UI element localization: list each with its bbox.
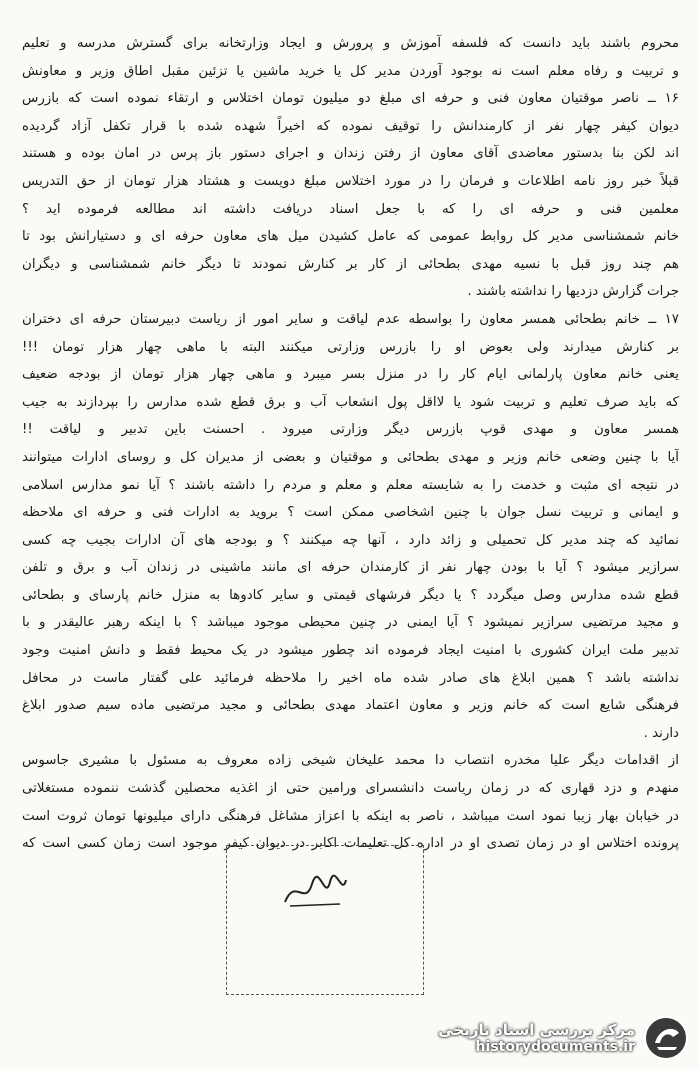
document-line: ۱۶ ــ ناصر موقتیان معاون فنی و حرفه ای مبلغ دو میلیون تومان اختلاس و ارتقاء نموده است که بازرس	[22, 91, 679, 107]
document-body	[22, 30, 679, 858]
document-line: خانم شمشناسی مدیر کل روابط عمومی که عامل کشیدن میل های معاون حرفه ای و دستیارانش بود تا	[22, 229, 679, 245]
document-line: معلمین فنی و حرفه ای را که با جعل اسناد دریافت داشته اند مطالعه فرموده اید ؟	[22, 201, 679, 217]
document-line: قطع شده مدارس وصل میگردد ؟ یا دیگر فرشهای قیمتی و سایر کادوها به منزل خانم پارسای و بطحائی	[22, 587, 679, 603]
handwritten-signature	[280, 872, 350, 912]
document-line: و تربیت و رفاه معلم است نه بوجود آوردن مدیر کل یا خرید ماشین یا تزئین مقبل اطاق وزیر و معاونش	[22, 63, 679, 79]
document-line: تدبیر ملت ایران کشوری با امنیت ایجاد فرموده اند چطور میشود در یک محیط فقط و دانش امنیت وجود	[22, 643, 679, 659]
stamp-box	[226, 845, 424, 995]
document-line: سرازیر میشود ؟ آیا با بودن چهار نفر از کارمندان حرفه ای مانند ماشینی در زندان آب و برق و تلفن	[22, 560, 679, 576]
document-line: بر کنارش میدارند ولی بعوض او را بازرس وزارتی میکنند البته با ماهی چهار هزار تومان !!!	[22, 339, 679, 355]
document-line: فرهنگی شایع است که خانم وزیر و معاون اعتماد مهدی بطحائی و مجید مرتضیی ماده سیم صدور ابلاغ	[22, 698, 679, 714]
document-line: نداشته باشد ؟ همین ابلاغ های صادر شده ماه اخیر را ملاحظه فرمائید علی گفتار ماست در محافل	[22, 670, 679, 686]
document-line: ۱۷ ــ خانم بطحائی همسر معاون را بواسطه عدم لیاقت و سایر امور از ریاست دبیرستان حرفه ای دختران	[22, 311, 679, 327]
document-line: که باید صرف تعلیم و تربیت شود یا لااقل پول انشعاب آب و برق قطع شده مدارس را بپردازند به جیب	[22, 394, 679, 410]
document-line: در خیابان بهار زیبا نمود است میباشد ، ناصر به اینکه با اعزاز مشاغل فرهنگی دارای میلیونها تومان ثروت است	[22, 808, 679, 824]
document-line: همسر معاون و مهدی قوپ بازرس دیگر وزارتی میرود . احسنت باین تدبیر و لیاقت !!	[22, 422, 679, 438]
document-line: پرونده اختلاس او در زمان تصدی او در اداره کل تعلیمات اکابر در دیوان کیفر موجود است زمان کسی است که	[22, 836, 679, 852]
document-line: محروم باشند باید دانست که فلسفه آموزش و پرورش و ایجاد وزارتخانه برای گسترش مدرسه و تعلیم	[22, 36, 679, 51]
document-line: منهدم و دزد قهاری که در زمان ریاست دانشسرای ورامین حتی از اغذیه محصلین گذشت ننموده مستغلاتی	[22, 781, 679, 797]
document-line: از اقدامات دیگر علیا مخدره انتصاب دا محمد علیخان شیخی زاده معروف به مسئول با مشیری جاسوس	[22, 753, 679, 769]
document-line: آیا با چنین وضعی خانم وزیر و مهدی بطحائی و موقتیان و بعضی از مدیران کل و روسای ادارات میتوانند	[22, 449, 679, 465]
watermark-title: مرکز بررسی اسناد تاریخی	[438, 1021, 635, 1039]
document-line: و ایمانی و تربیت نسل جوان با چنین اشخاصی ممکن است ؟ بروید به ادارات فنی و حرفه ای ملاحظه	[22, 505, 679, 521]
document-line: دارند .	[643, 725, 679, 741]
document-line: نمائید که چند مدیر کل تحمیلی و زائد دارد ، آنها چه میکنند ؟ و بودجه های آن ادارات بجیب چه کسی	[22, 532, 679, 548]
watermark	[438, 1015, 689, 1061]
document-line: اند لکن بنا بدستور معاضدی آقای معاون از رفتن زندان و اجرای دستور باز پرس در امان بوده و هستند	[22, 146, 679, 162]
document-line: یعنی خانم معاون پارلمانی ایام کار را در منزل بسر میبرد و ماهی چهار هزار تومان از بودجه ضعیف	[22, 367, 679, 383]
document-line: و مجید مرتضیی سرازیر نمیشود ؟ آیا ایمنی در چنین محیطی موجود میباشد ؟ با اینکه رهبر عالیقدر و با	[22, 615, 679, 631]
archive-logo-icon	[643, 1015, 689, 1061]
watermark-url: historydocuments.ir	[475, 1039, 635, 1055]
document-line: در نتیجه ای مثبت و خدمت را به شایسته معلم و معلم و مردم را داشته باشند ؟ آیا نمو مدارس اسلامی	[22, 477, 679, 493]
document-line: هم چند روز قبل با نسیه مهدی بطحائی از کار بر کنارش نمودند تا دیگر خانم شمشناسی و دیگران	[22, 256, 679, 272]
document-line: جرات گزارش دزدیها را نداشته باشند .	[467, 284, 679, 300]
document-line: دیوان کیفر چهار نفر از کارمندانش را توقیف نموده که اخیراً شهده شده با قرار تکفل آزاد گردیده	[22, 118, 679, 134]
document-line: قبلاً خبر روز نامه اطلاعات و فرمان را در مورد اختلاس مبلغ دویست و هشتاد هزار تومان از حق التدریس	[22, 173, 679, 189]
